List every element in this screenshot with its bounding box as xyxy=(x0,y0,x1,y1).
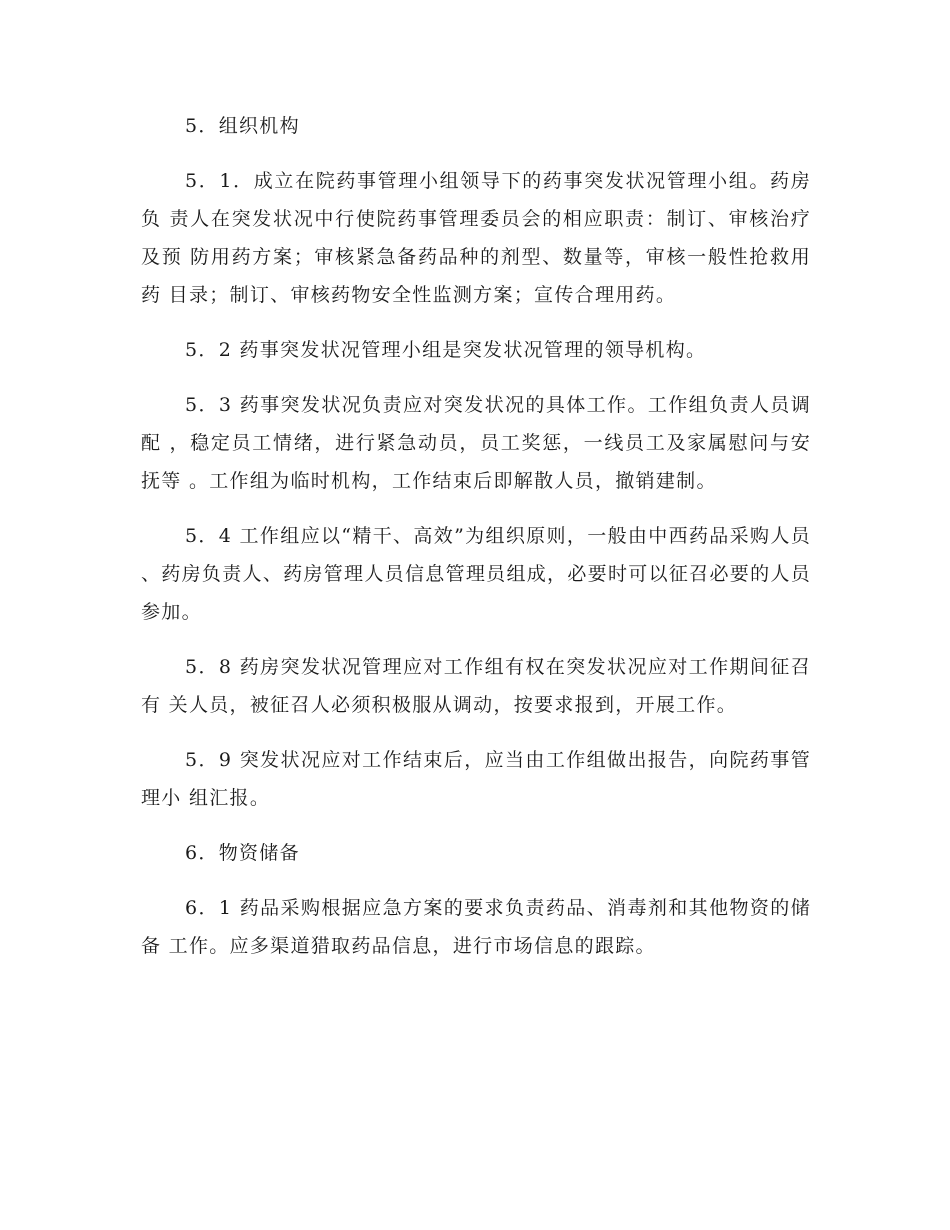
paragraph-5-2: 5．2 药事突发状况管理小组是突发状况管理的领导机构。 xyxy=(185,339,707,361)
paragraph-5-4: 5．4 工作组应以“精干、高效”为组织原则，一般由中西药品采购人员 、药房负责人、药房管理人员信息管理员组成，必要时可以征召必要的人员 参加。 xyxy=(141,525,811,623)
section-heading-supplies: 6．物资储备 xyxy=(185,842,300,864)
paragraph-5-3: 5．3 药事突发状况负责应对突发状况的具体工作。工作组负责人员调配 ，稳定员工情绪，进行紧急动员，员工奖惩，一线员工及家属慰问与安抚等 。工作组为临时机构，工作结束后即解散人员，撤销建制。 xyxy=(141,394,811,492)
paragraph-5-9: 5．9 突发状况应对工作结束后，应当由工作组做出报告，向院药事管理小 组汇报。 xyxy=(141,749,811,809)
paragraph-6-1: 6．1 药品采购根据应急方案的要求负责药品、消毒剂和其他物资的储备 工作。应多渠道猎取药品信息，进行市场信息的跟踪。 xyxy=(141,897,811,957)
document-body xyxy=(141,107,811,982)
section-heading-organization: 5．组织机构 xyxy=(185,115,300,137)
paragraph-5-1: 5．1．成立在院药事管理小组领导下的药事突发状况管理小组。药房负 责人在突发状况中行使院药事管理委员会的相应职责：制订、审核治疗及预 防用药方案；审核紧急备药品种的剂型、数量等，审核一般性抢救用药 目录；制订、审核药物安全性监测方案；宣传合理用药。 xyxy=(141,170,811,306)
paragraph-5-8: 5．8 药房突发状况管理应对工作组有权在突发状况应对工作期间征召有 关人员，被征召人必须积极服从调动，按要求报到，开展工作。 xyxy=(141,656,811,716)
